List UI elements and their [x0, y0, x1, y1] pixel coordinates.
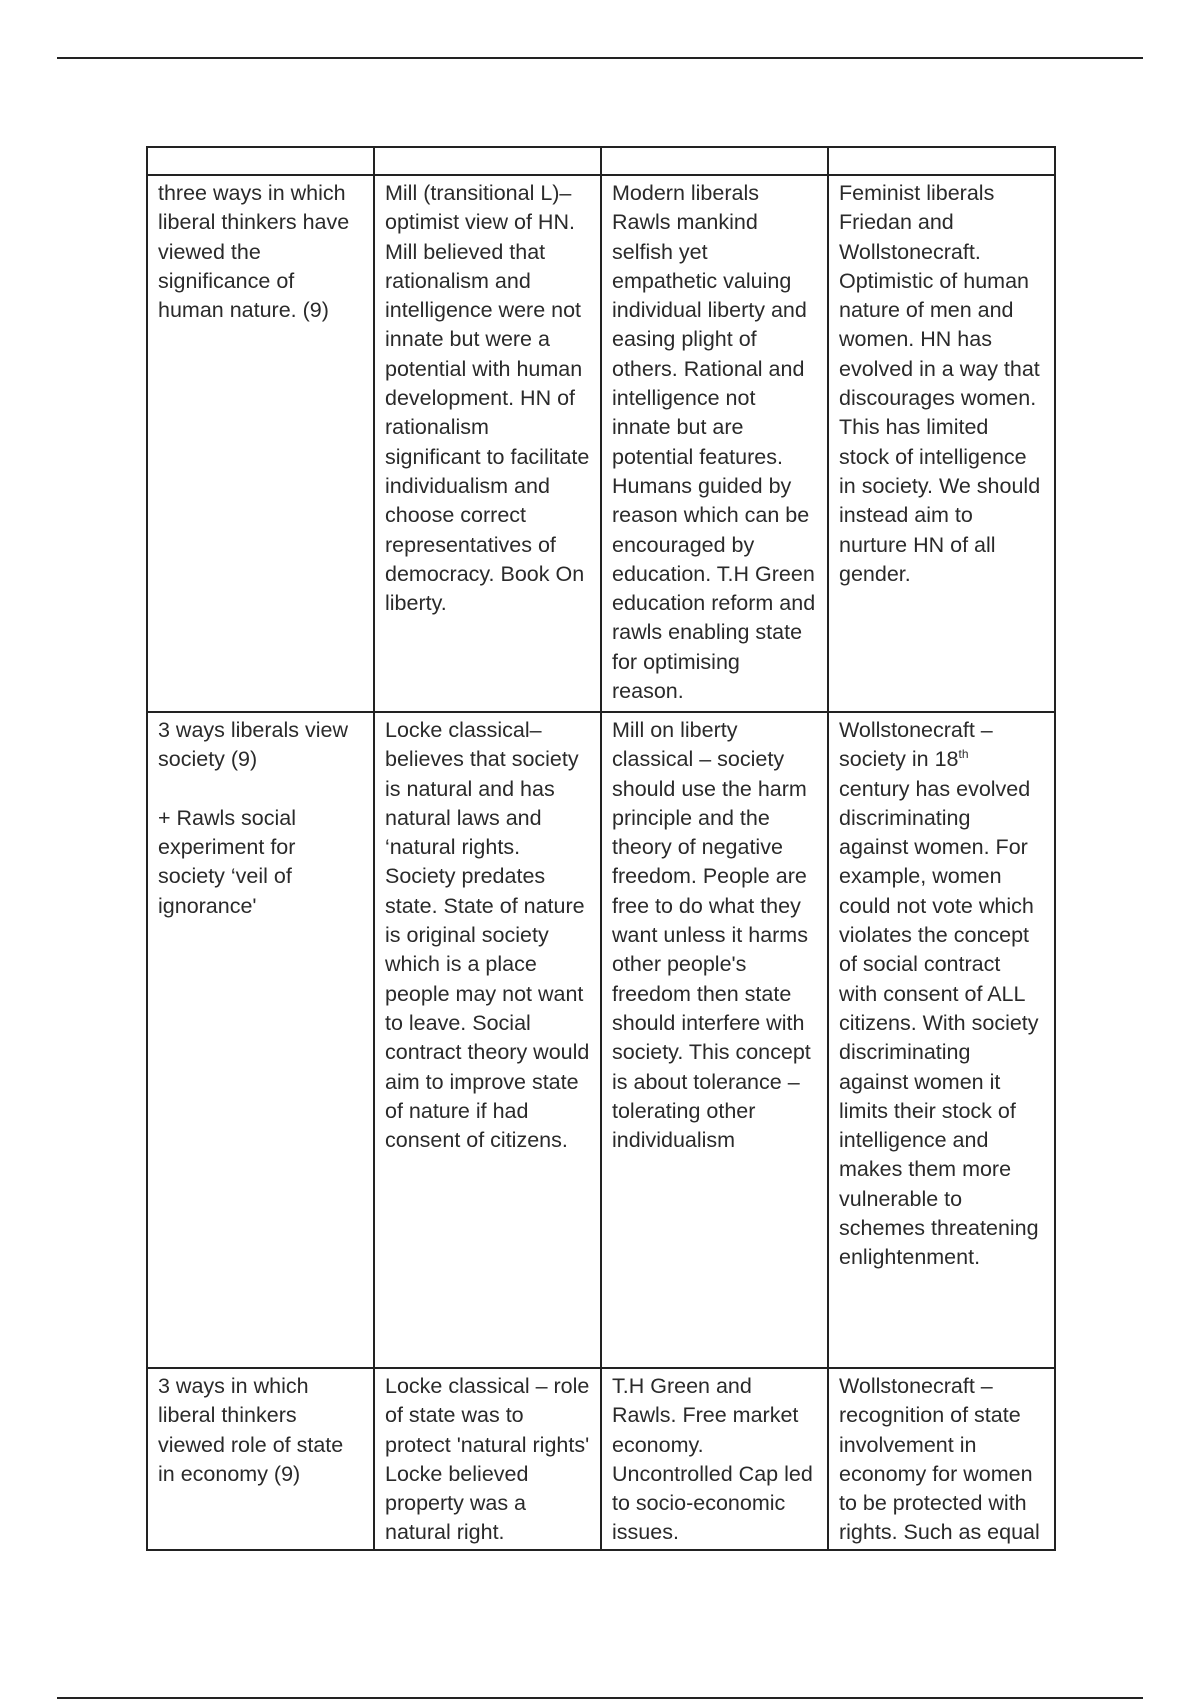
question-cell: [147, 712, 374, 1368]
table-cell: [828, 712, 1055, 1368]
cell-text-part: Wollstonecraft – society in 18: [839, 718, 993, 772]
table-cell: Mill on liberty classical – society should use the harm principle and the theory of negative freedom. People are free to do what they want unless it harms other people's freedom then state should interfere with society. This concept is about tolerance – tolerating other individualism: [601, 712, 828, 1368]
table-cell: Locke classical – role of state was to protect 'natural rights' Locke believed property was a natural right.: [374, 1368, 601, 1550]
question-note: + Rawls social experiment for society ‘veil of ignorance': [158, 805, 297, 918]
footer-rule: [57, 1697, 1143, 1699]
question-cell: 3 ways in which liberal thinkers viewed role of state in economy (9): [147, 1368, 374, 1550]
table-cell: Wollstonecraft – recognition of state involvement in economy for women to be protected with rights. Such as equal: [828, 1368, 1055, 1550]
superscript: th: [958, 747, 969, 762]
table-cell: Locke classical– believes that society is natural and has natural laws and ‘natural rights. Society predates state. State of nature is original society which is a place people may not want to leave. Social contract theory would aim to improve state of nature if had consent of citizens.: [374, 712, 601, 1368]
question-text: 3 ways liberals view society (9): [158, 718, 348, 772]
header-cell: [147, 147, 374, 175]
cell-text-part: century has evolved discriminating against women. For example, women could not vote which violates the concept of social contract with consent of ALL citizens. With society discriminating against women it limits their stock of intelligence and makes them more vulnerable to schemes threatening enlightenment.: [839, 776, 1039, 1270]
table-cell: Modern liberals Rawls mankind selfish yet empathetic valuing individual liberty and easing plight of others. Rational and intelligence not innate but are potential features. Humans guided by reason which can be encouraged by education. T.H Green education reform and rawls enabling state for optimising reason.: [601, 175, 828, 712]
header-rule: [57, 57, 1143, 59]
header-cell: [828, 147, 1055, 175]
table-row-human-nature: [147, 175, 1055, 712]
header-cell: [601, 147, 828, 175]
paragraph-gap: [158, 775, 363, 804]
table-header-row: [147, 147, 1055, 175]
table-cell: Mill (transitional L)– optimist view of HN. Mill believed that rationalism and intelligence were not innate but were a potential with human development. HN of rationalism significant to facilitate individualism and choose correct representatives of democracy. Book On liberty.: [374, 175, 601, 712]
table-cell: Feminist liberals Friedan and Wollstonecraft. Optimistic of human nature of men and women. HN has evolved in a way that discourages women. This has limited stock of intelligence in society. We should instead aim to nurture HN of all gender.: [828, 175, 1055, 712]
comparison-table: [146, 146, 1056, 1551]
header-cell: [374, 147, 601, 175]
question-cell: three ways in which liberal thinkers have viewed the significance of human nature. (9): [147, 175, 374, 712]
table-row-society: [147, 712, 1055, 1368]
table-cell: T.H Green and Rawls. Free market economy. Uncontrolled Cap led to socio-economic issues.: [601, 1368, 828, 1550]
table-row-economy: [147, 1368, 1055, 1550]
